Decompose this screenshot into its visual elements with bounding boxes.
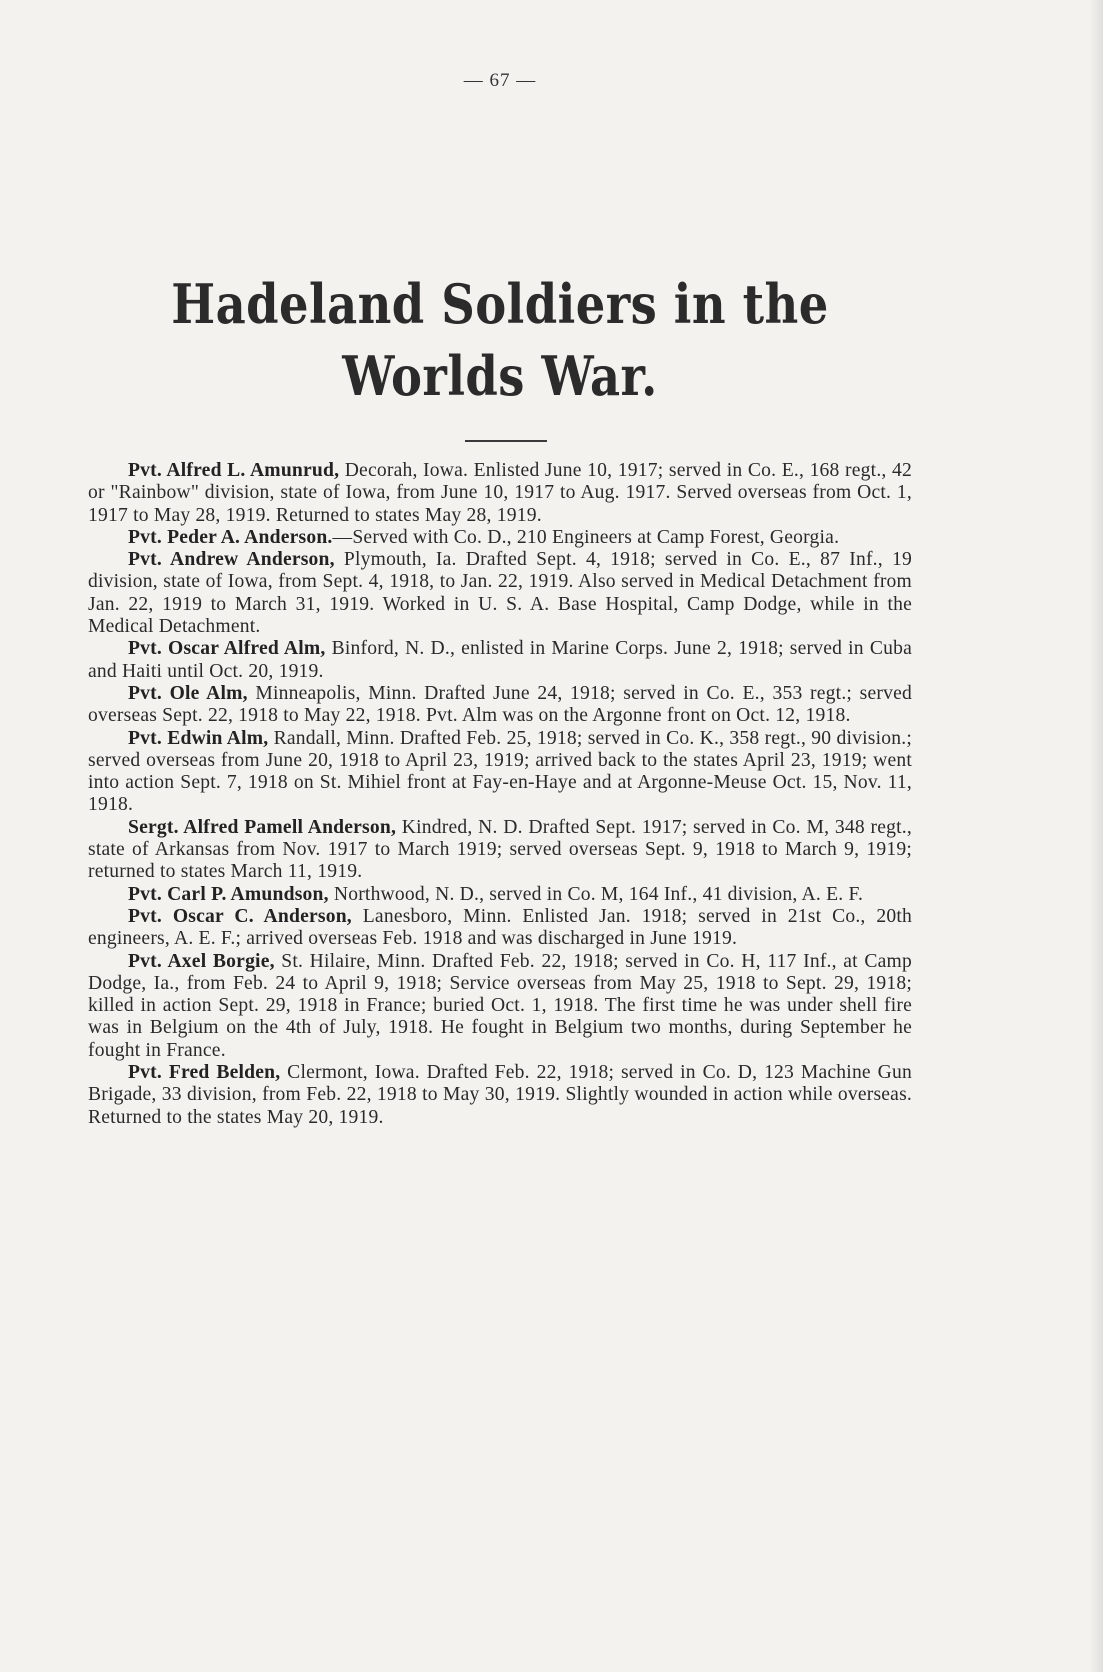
soldier-entry — [88, 906, 912, 951]
soldier-details: Minneapolis, Minn. Drafted June 24, 1918; served in Co. E., 353 regt.; served overseas Sept. 22, 1918 to May 22, 1918. Pvt. Alm was on the Argonne front on Oct. 12, 1918. — [88, 682, 913, 727]
page-title — [156, 268, 844, 412]
soldier-name: Pvt. Oscar C. Anderson, — [128, 905, 352, 927]
soldier-details: Randall, Minn. Drafted Feb. 25, 1918; served in Co. K., 358 regt., 90 division.; served overseas from June 20, 1918 to April 23, 1919; arrived back to the states April 23, 1919; went into action Sept. 7, 1918 on St. Mihiel front at Fay-en-Haye and at Argonne-Meuse Oct. 15, Nov. 11, 1918. — [88, 727, 912, 816]
soldier-entry — [88, 817, 912, 884]
soldier-details: Kindred, N. D. Drafted Sept. 1917; served in Co. M, 348 regt., state of Arkansas from Nov. 1917 to March 1919; served overseas Sept. 9, 1918 to March 9, 1919; returned to states March 11, 1919. — [88, 816, 912, 883]
title-divider — [465, 440, 547, 442]
soldier-entry — [88, 460, 912, 527]
soldier-entry — [88, 884, 912, 906]
title-line-2: Worlds War. — [342, 344, 658, 408]
soldier-name: Pvt. Alfred L. Amunrud, — [128, 460, 340, 481]
soldier-details: Clermont, Iowa. Drafted Feb. 22, 1918; served in Co. D, 123 Machine Gun Brigade, 33 division, from Feb. 22, 1918 to May 30, 1919. Slightly wounded in action while overseas. Returned to the states May 20, 1919. — [88, 1062, 913, 1128]
page-number: — 67 — — [463, 70, 537, 91]
page-edge-shadow — [1089, 0, 1103, 1672]
soldier-name: Pvt. Carl P. Amundson, — [128, 883, 329, 905]
soldier-entry — [88, 683, 912, 728]
soldier-name: Pvt. Ole Alm, — [128, 682, 248, 704]
soldier-entry — [88, 527, 912, 549]
soldier-name: Pvt. Axel Borgie, — [128, 950, 275, 972]
soldier-details: Northwood, N. D., served in Co. M, 164 Inf., 41 division, A. E. F. — [328, 883, 864, 905]
soldier-details: —Served with Co. D., 210 Engineers at Camp Forest, Georgia. — [332, 526, 840, 548]
title-line-1: Hadeland Soldiers in the — [171, 272, 829, 336]
soldier-details: St. Hilaire, Minn. Drafted Feb. 22, 1918; served in Co. H, 117 Inf., at Camp Dodge, Ia., from Feb. 24 to April 9, 1918; Service overseas from May 25, 1918 to Sept. 29, 1918; killed in action Sept. 29, 1918 in France; buried Oct. 1, 1918. The first time he was under shell fire was in Belgium on the 4th of July, 1918. He fought in Belgium two months, during September he fought in France. — [88, 950, 912, 1061]
soldier-details: Lanesboro, Minn. Enlisted Jan. 1918; served in 21st Co., 20th engineers, A. E. F.; arrived overseas Feb. 1918 and was discharged in June 1919. — [88, 905, 912, 950]
soldier-entry — [88, 951, 912, 1062]
soldier-name: Pvt. Peder A. Anderson. — [128, 526, 333, 548]
soldier-entry — [88, 1062, 912, 1129]
soldier-entries — [88, 460, 912, 1129]
soldier-entry — [88, 549, 912, 638]
soldier-name: Pvt. Andrew Anderson, — [128, 549, 335, 571]
soldier-name: Pvt. Oscar Alfred Alm, — [128, 638, 326, 660]
soldier-entry — [88, 728, 912, 817]
soldier-details: Plymouth, Ia. Drafted Sept. 4, 1918; served in Co. E., 87 Inf., 19 division, state of Iowa, from Sept. 4, 1918, to Jan. 22, 1919. Also served in Medical Detachment from Jan. 22, 1919 to March 31, 1919. Worked in U. S. A. Base Hospital, Camp Dodge, while in the Medical Detachment. — [88, 549, 912, 638]
soldier-name: Pvt. Fred Belden, — [128, 1062, 281, 1084]
soldier-details: Binford, N. D., enlisted in Marine Corps. June 2, 1918; served in Cuba and Haiti until Oct. 20, 1919. — [88, 638, 912, 682]
soldier-name: Sergt. Alfred Pamell Anderson, — [128, 816, 397, 838]
soldier-entry — [88, 638, 912, 683]
soldier-name: Pvt. Edwin Alm, — [128, 727, 269, 749]
soldier-details: Decorah, Iowa. Enlisted June 10, 1917; served in Co. E., 168 regt., 42 or "Rainbow" division, state of Iowa, from June 10, 1917 to Aug. 1917. Served overseas from Oct. 1, 1917 to May 28, 1919. Returned to states May 28, 1919. — [88, 460, 913, 526]
